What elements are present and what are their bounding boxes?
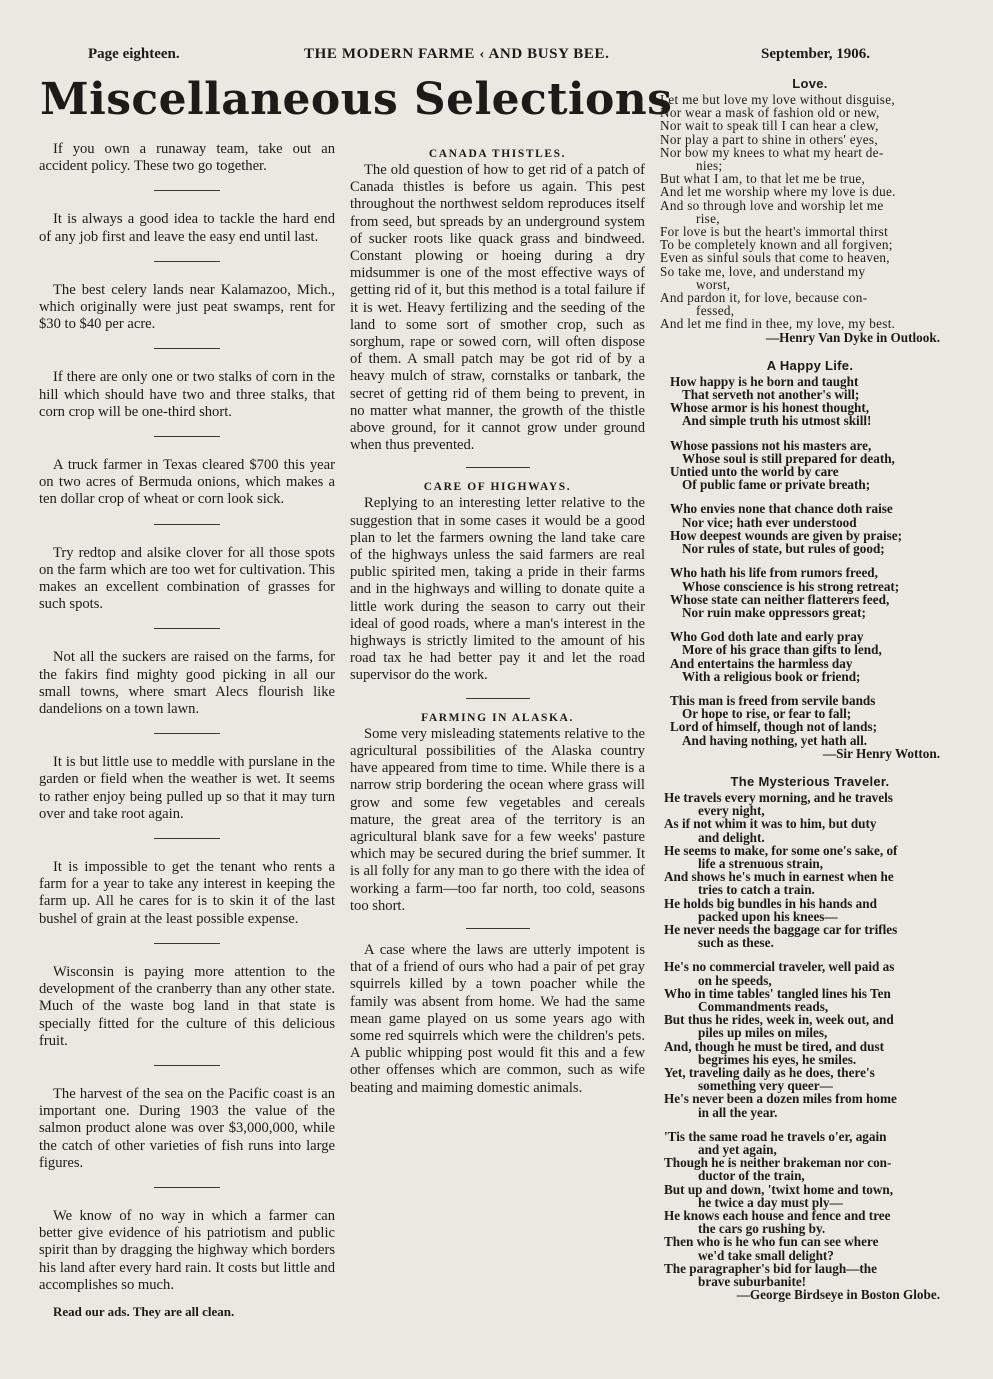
short-item: We know of no way in which a farmer can better give evidence of his patriotism and public spirit than by dragging the highway which borders his land after every hard rain. It costs but little and accomplishes so much. xyxy=(39,1207,335,1293)
separator-rule xyxy=(154,1187,220,1188)
ads-note: Read our ads. They are all clean. xyxy=(53,1303,235,1319)
poem-happy-life xyxy=(660,375,960,760)
page-header xyxy=(0,46,993,70)
poem-love xyxy=(660,93,960,344)
poem-line: every night, xyxy=(698,803,765,819)
poem-line: Yet, traveling daily as he does, there's xyxy=(664,1065,875,1080)
poem-line: And so through love and worship let me xyxy=(660,197,884,213)
poem-line: So take me, love, and understand my xyxy=(660,263,866,279)
column-short-items xyxy=(39,141,335,1320)
squirrels-text: A case where the laws are utterly impotent is that of a friend of ours who had a pair of pet gray squirrels killed by a town poacher while the family was absent from home. We had the same mean game played on us some years ago with some red squirrels which were the children's pets. A public whipping post would fit this and a few other offenses which are common, such as wife beating and maiming domestic animals. xyxy=(350,941,645,1096)
poem-mysterious-traveler xyxy=(660,791,960,1302)
poem-line: Commandments reads, xyxy=(698,998,829,1014)
separator-rule xyxy=(154,1065,220,1066)
poem-line: He's never been a dozen miles from home xyxy=(664,1091,897,1107)
care-of-highways-heading: CARE OF HIGHWAYS. xyxy=(423,481,572,494)
poem-line: And pardon it, for love, because con- xyxy=(660,290,868,306)
poem-line: To be completely known and all forgiven; xyxy=(660,237,893,253)
poem-line: The paragrapher's bid for laugh—the xyxy=(664,1260,877,1276)
poem-attribution: —Sir Henry Wotton. xyxy=(822,745,940,761)
poem-line: And entertains the harmless day xyxy=(670,655,853,671)
poem-line: Untied unto the world by care xyxy=(670,464,839,480)
poem-stanza xyxy=(660,1130,960,1288)
poem-stanza xyxy=(660,375,960,428)
poem-line: Whose passions not his masters are, xyxy=(670,437,872,453)
poem-line: and delight. xyxy=(698,829,765,845)
poem-line: How deepest wounds are given by praise; xyxy=(670,527,903,543)
poem-line: worst, xyxy=(696,276,731,292)
poem-line: he twice a day must ply— xyxy=(698,1194,843,1210)
poem-line: But what I am, to that let me be true, xyxy=(660,171,866,187)
separator-rule xyxy=(154,943,220,944)
poem-title-mysterious-traveler: The Mysterious Traveler. xyxy=(730,773,890,789)
poem-attribution: —Henry Van Dyke in Outlook. xyxy=(765,329,940,345)
short-item: If you own a runaway team, take out an accident policy. These two go together. xyxy=(39,141,335,175)
poem-line: piles up miles on miles, xyxy=(698,1025,828,1041)
poem-line: nies; xyxy=(696,158,723,174)
separator-rule xyxy=(154,524,220,525)
poem-line: rise, xyxy=(696,210,720,226)
poem-line: He holds big bundles in his hands and xyxy=(664,895,877,911)
poem-line: Nor play a part to shine in others' eyes, xyxy=(660,131,878,147)
poem-line: Nor wait to speak till I can hear a clew, xyxy=(660,118,879,134)
separator-rule xyxy=(154,838,220,839)
separator-rule xyxy=(154,628,220,629)
poem-line: ductor of the train, xyxy=(698,1168,805,1184)
short-item: It is always a good idea to tackle the hard end of any job first and leave the easy end until last. xyxy=(39,211,335,245)
poem-line: For love is but the heart's immortal thirst xyxy=(660,224,889,240)
poem-line: Lord of himself, though not of lands; xyxy=(670,719,878,735)
separator-rule xyxy=(466,928,530,929)
poem-line: He travels every morning, and he travels xyxy=(664,789,893,805)
poem-line: Though he is neither brakeman nor con- xyxy=(664,1155,892,1171)
poem-line: Who hath his life from rumors freed, xyxy=(670,565,878,581)
separator-rule xyxy=(154,436,220,437)
poem-line: Nor vice; hath ever understood xyxy=(682,514,857,530)
poem-line: brave suburbanite! xyxy=(698,1274,807,1290)
poem-line: More of his grace than gifts to lend, xyxy=(682,642,882,658)
poem-line: something very queer— xyxy=(698,1078,833,1094)
poem-line: Of public fame or private breath; xyxy=(682,477,871,493)
poem-line: He seems to make, for some one's sake, of xyxy=(664,842,898,858)
poem-line: tries to catch a train. xyxy=(698,882,815,898)
care-of-highways-text: Replying to an interesting letter relative to the suggestion that in some cases it would be a good plan to let the farmers owning the land take care of the highways unless the said farmers are real public spirited men, taking a pride in their farms and in the highways and willing to donate quite a little work during the season to carry out their ideal of good roads, where a man's interest in the highways is strictly limited to the amount of his road tax he had better pay it and let the road supervisor do the work. xyxy=(350,495,645,684)
poem-line: Who envies none that chance doth raise xyxy=(670,501,893,517)
poem-title-happy-life: A Happy Life. xyxy=(766,357,854,373)
farming-in-alaska-text: Some very misleading statements relative to the agricultural possibilities of the Alaska country have appeared from time to time. While there is a narrow strip bordering the ocean where grass will grow and some few vegetables and cereals mature, the great area of the territory is an agricultural blank save for a few weeks' pasture which may be secured during the brief summer. It is all folly for any man to go there with the idea of working a farm—too far north, too cold, seasons too short. xyxy=(350,725,645,914)
short-item: Not all the suckers are raised on the farms, for the fakirs find mighty good picking in all our small towns, where smart Alecs flourish like dandelions on a town lawn. xyxy=(39,649,335,718)
poem-stanza xyxy=(660,502,960,555)
poem-line: Who God doth late and early pray xyxy=(670,629,864,645)
poem-line: He never needs the baggage car for trifles xyxy=(664,921,898,937)
short-item: It is impossible to get the tenant who rents a farm for a year to take any interest in keeping the farm up. All he cares for is to skin it of the last bushel of grain at the least possible expense. xyxy=(39,859,335,927)
poem-title-love: Love. xyxy=(792,76,828,91)
poem-line: Nor bow my knees to what my heart de- xyxy=(660,144,884,160)
short-item: The harvest of the sea on the Pacific coast is an important one. During 1903 the value of the salmon product alone was over $3,000,000, while the catch of other varieties of fish runs into large figures. xyxy=(39,1085,335,1171)
poem-stanza xyxy=(660,694,960,747)
poem-line: But thus he rides, week in, week out, and xyxy=(664,1012,894,1028)
poem-line: Who in time tables' tangled lines his Ten xyxy=(664,985,891,1001)
poem-line: Whose soul is still prepared for death, xyxy=(682,450,895,466)
poem-line: Whose armor is his honest thought, xyxy=(670,400,870,416)
separator-rule xyxy=(154,261,220,262)
poem-line: Even as sinful souls that come to heaven, xyxy=(660,250,890,266)
column-articles xyxy=(350,148,645,1097)
poem-line: Or hope to rise, or fear to fall; xyxy=(682,706,852,722)
poem-attribution: —George Birdseye in Boston Globe. xyxy=(736,1287,940,1303)
poem-line: This man is freed from servile bands xyxy=(670,692,876,708)
canada-thistles-text: The old question of how to get rid of a patch of Canada thistles is before us again. This pest throughout the northwest seldom reproduces itself from seed, but spreads by an underground system of sucker roots like quack grass and bindweed. Constant plowing or hoeing during a dry midsummer is one of the most effective ways of getting rid of it, but this method is a total failure if it is wet. Heavy fertilizing and the seeding of the land to some sort of smother crop, such as sorghum, rape or sowed corn, will often dispose of them. A small patch may be got rid of by a heavy mulch of straw, cornstalks or tanbark, the secret of getting rid of them being to prevent, in no matter what manner, the growth of the thistle above ground, for it cannot grow under ground when thus prevented. xyxy=(350,162,645,454)
poem-line: And let me worship where my love is due. xyxy=(660,184,896,200)
poem-line: He knows each house and fence and tree xyxy=(664,1208,891,1224)
poem-line: such as these. xyxy=(698,935,774,951)
poem-line: 'Tis the same road he travels o'er, again xyxy=(664,1128,887,1144)
poem-line: fessed, xyxy=(696,303,735,319)
canada-thistles-heading: CANADA THISTLES. xyxy=(428,148,567,160)
poem-line: As if not whim it was to him, but duty xyxy=(664,816,877,832)
column-poems xyxy=(660,76,960,1301)
separator-rule xyxy=(466,698,530,699)
poem-stanza xyxy=(660,439,960,492)
poem-line: life a strenuous strain, xyxy=(698,855,824,871)
separator-rule xyxy=(154,190,220,191)
poem-stanza xyxy=(660,960,960,1118)
page-number: Page eighteen. xyxy=(88,46,180,62)
poem-stanza xyxy=(660,791,960,949)
poem-line: He's no commercial traveler, well paid as xyxy=(664,959,895,975)
poem-line: we'd take small delight? xyxy=(698,1247,834,1263)
publication-title: THE MODERN FARME ‹ AND BUSY BEE. xyxy=(304,46,610,62)
poem-stanza xyxy=(660,566,960,619)
poem-line: and yet again, xyxy=(698,1142,777,1158)
short-item: Wisconsin is paying more attention to the development of the cranberry than any other state. Much of the waste bog land in that state is specially fitted for the culture of this delicious fruit. xyxy=(39,963,335,1049)
farming-in-alaska-heading: FARMING IN ALASKA. xyxy=(421,711,574,724)
poem-line: Then who is he who fun can see where xyxy=(664,1234,879,1250)
page-title: Miscellaneous Selections xyxy=(40,74,673,125)
poem-line: With a religious book or friend; xyxy=(682,668,861,684)
poem-line: Nor rules of state, but rules of good; xyxy=(682,541,885,557)
poem-line: And having nothing, yet hath all. xyxy=(682,732,868,748)
poem-line: But up and down, 'twixt home and town, xyxy=(664,1181,894,1197)
poem-line: Whose state can neither flatterers feed, xyxy=(670,591,890,607)
short-item: A truck farmer in Texas cleared $700 this year on two acres of Bermuda onions, which makes a ten dollar crop of wheat or corn look sick. xyxy=(39,457,335,508)
poem-line: on he speeds, xyxy=(698,972,772,988)
poem-line: And shows he's much in earnest when he xyxy=(664,869,894,885)
poem-line: begrimes his eyes, he smiles. xyxy=(698,1051,857,1067)
separator-rule xyxy=(154,348,220,349)
poem-line: And, though he must be tired, and dust xyxy=(664,1038,884,1054)
separator-rule xyxy=(466,467,530,468)
poem-line: That serveth not another's will; xyxy=(682,387,860,403)
short-item: If there are only one or two stalks of corn in the hill which should have two and three stalks, that corn crop will be one-third short. xyxy=(39,369,335,420)
poem-line: the cars go rushing by. xyxy=(698,1221,826,1237)
poem-line: Nor wear a mask of fashion old or new, xyxy=(660,105,880,121)
separator-rule xyxy=(154,733,220,734)
poem-line: in all the year. xyxy=(698,1104,778,1120)
poem-line: And let me find in thee, my love, my best. xyxy=(660,316,896,332)
poem-line: How happy is he born and taught xyxy=(670,373,859,389)
poem-line: Let me but love my love without disguise, xyxy=(660,92,895,107)
poem-line: And simple truth his utmost skill! xyxy=(682,413,872,429)
issue-date: September, 1906. xyxy=(761,46,871,62)
poem-line: Nor ruin make oppressors great; xyxy=(682,604,866,620)
poem-line: Whose conscience is his strong retreat; xyxy=(682,578,900,594)
short-item: The best celery lands near Kalamazoo, Mich., which originally were just peat swamps, rent for $30 to $40 per acre. xyxy=(39,281,335,333)
poem-line: packed upon his knees— xyxy=(698,908,838,924)
poem-stanza xyxy=(660,630,960,683)
short-item: It is but little use to meddle with purslane in the garden or field when the weather is wet. It seems to rather enjoy being pulled up so that it may turn over and take root again. xyxy=(39,754,335,822)
short-item: Try redtop and alsike clover for all those spots on the farm which are too wet for cultivation. This makes an excellent combination of grasses for such spots. xyxy=(39,544,335,613)
